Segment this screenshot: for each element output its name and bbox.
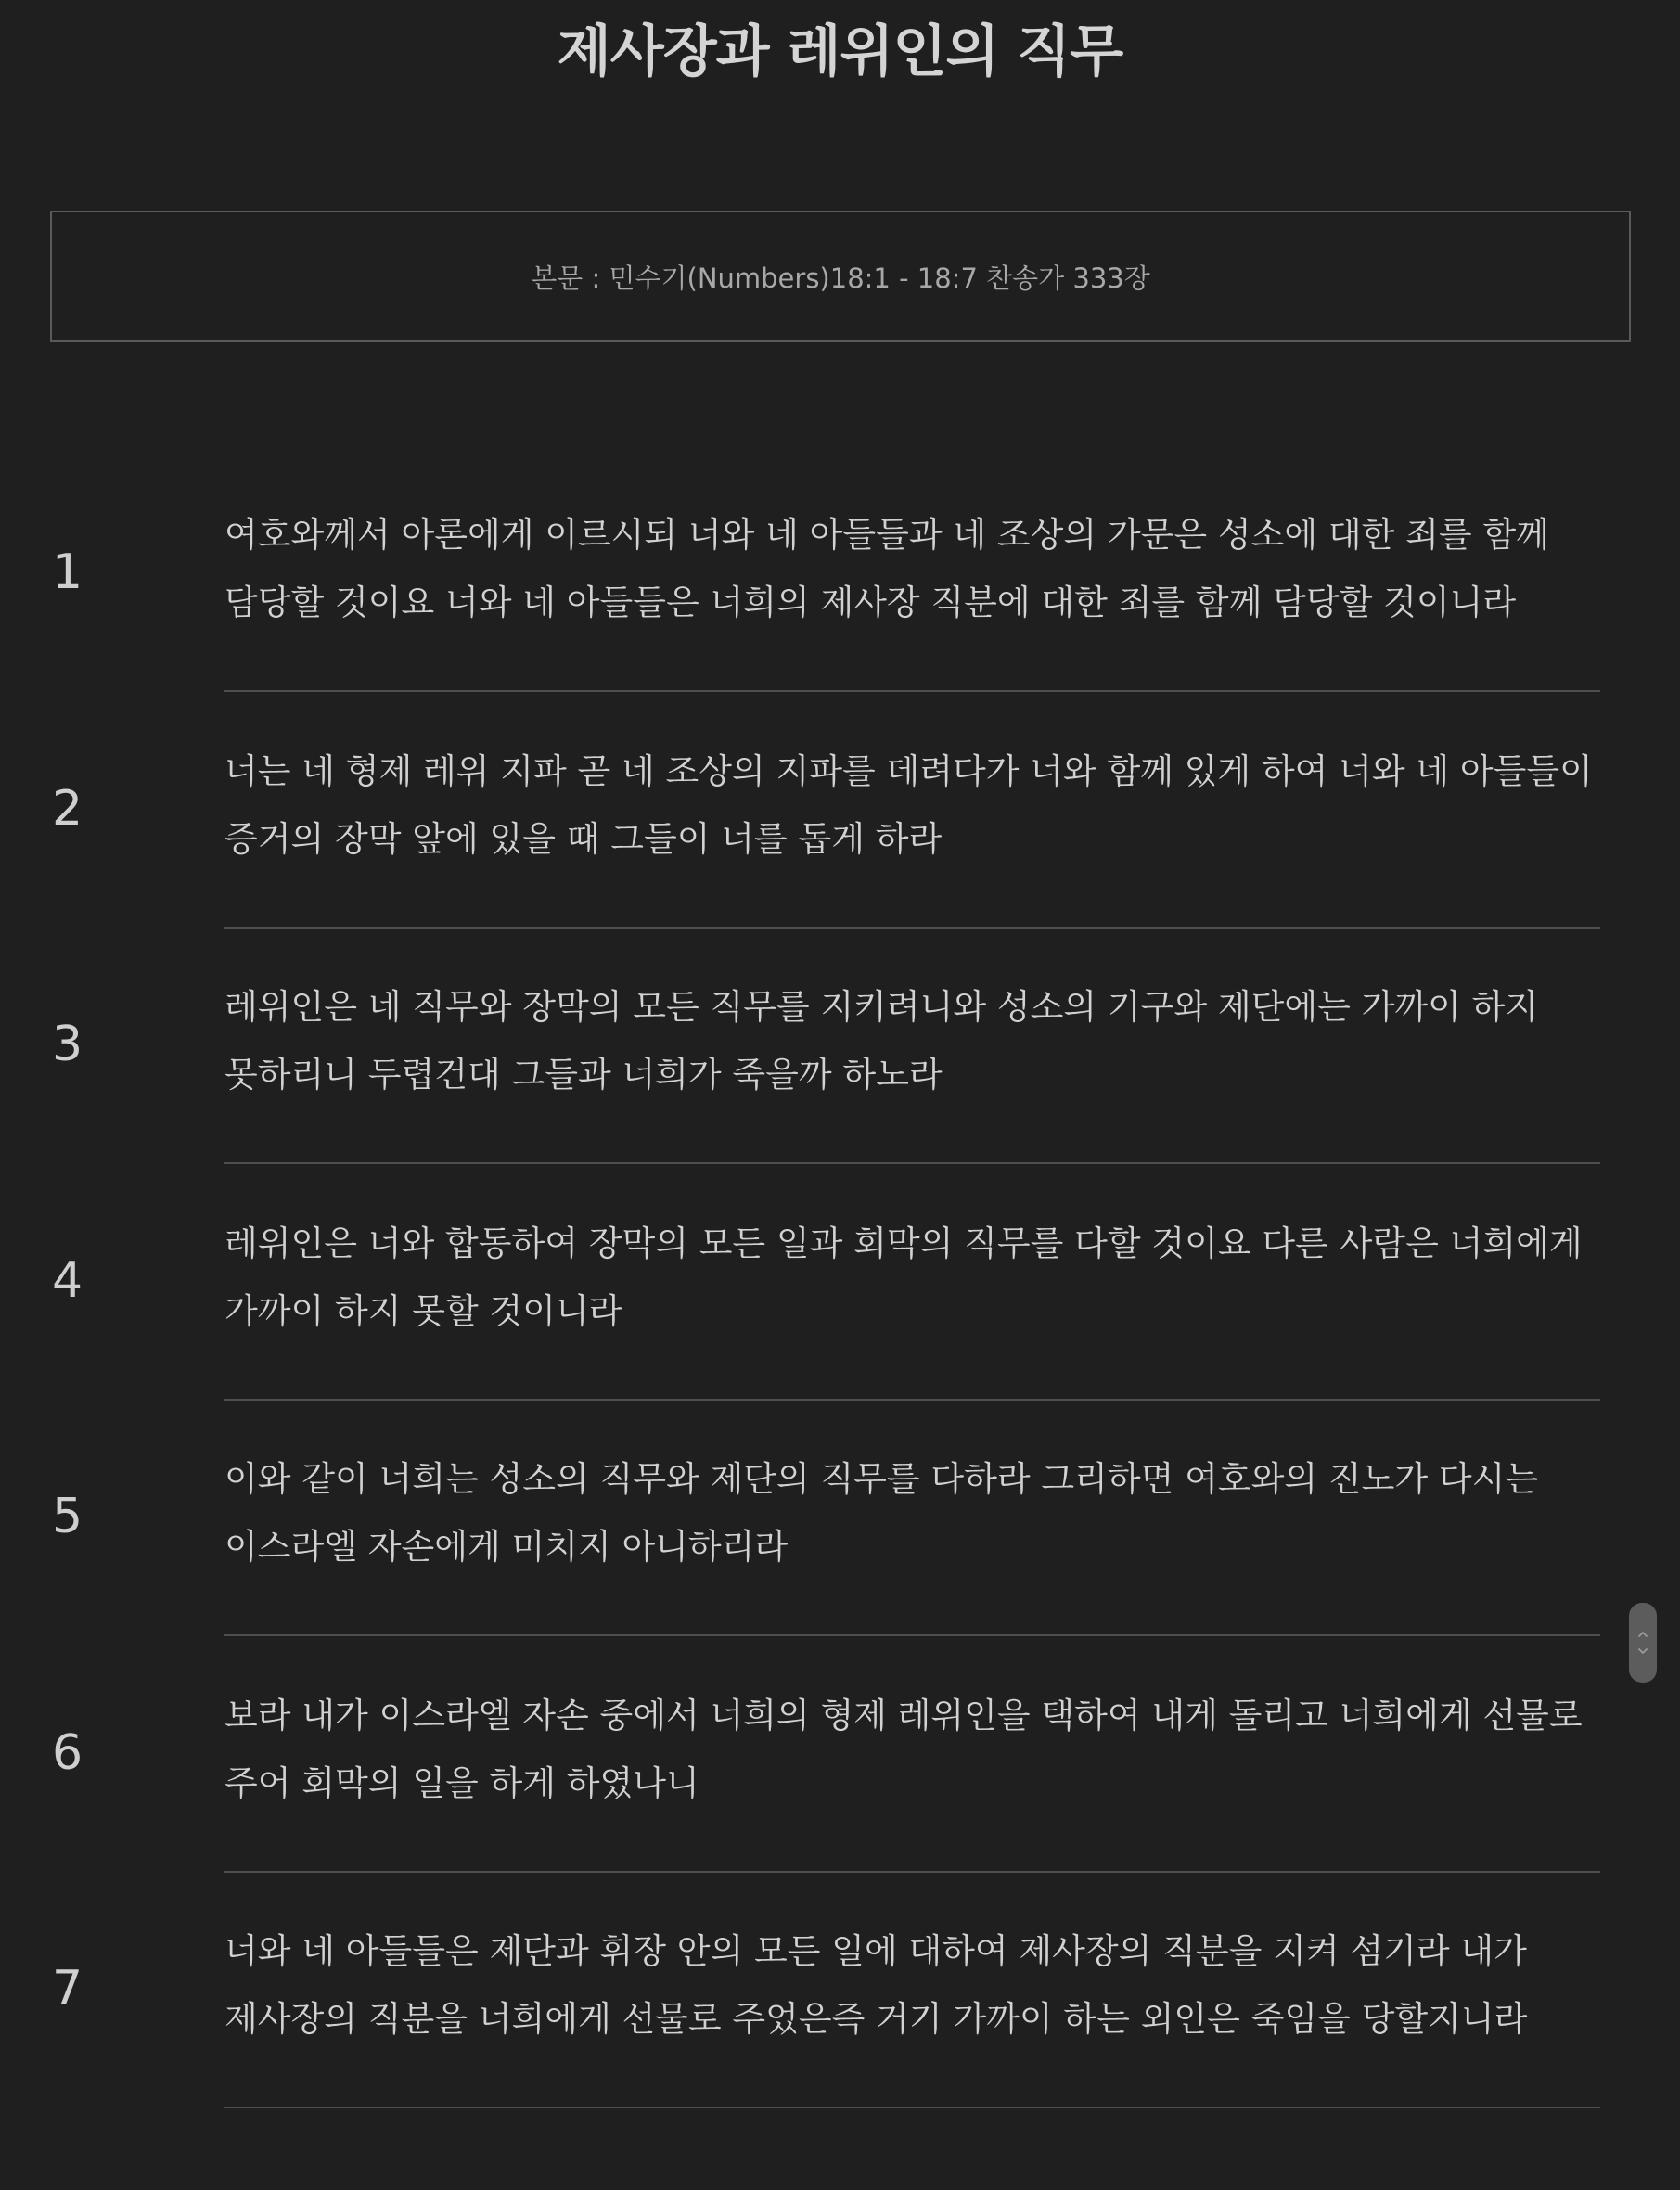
verse-text: 레위인은 너와 합동하여 장막의 모든 일과 회막의 직무를 다할 것이요 다른 사람은 너희에게 가까이 하지 못할 것이니라	[224, 1223, 1583, 1331]
verse-divider	[224, 927, 1600, 929]
verse-divider	[224, 1871, 1600, 1873]
verse-text: 보라 내가 이스라엘 자손 중에서 너희의 형제 레위인을 택하여 내게 돌리고 너희에게 선물로 주어 회막의 일을 하게 하였나니	[224, 1696, 1583, 1803]
verse-divider	[224, 1634, 1600, 1636]
verse-number: 6	[52, 1725, 83, 1781]
verse-number: 4	[52, 1253, 83, 1309]
chevron-up-icon[interactable]	[1637, 1629, 1648, 1640]
verse-number: 3	[52, 1017, 83, 1072]
verse-number: 2	[52, 781, 83, 837]
verse-text: 레위인은 네 직무와 장막의 모든 직무를 지키려니와 성소의 기구와 제단에는 가까이 하지 못하리니 두렵건대 그들과 너희가 죽을까 하노라	[224, 987, 1539, 1095]
verse-item	[0, 936, 1680, 1172]
verse-text: 너와 네 아들들은 제단과 휘장 안의 모든 일에 대하여 제사장의 직분을 지켜 섬기라 내가 제사장의 직분을 너희에게 선물로 주었은즉 거기 가까이 하는 외인은 죽임을 당할지니라	[224, 1931, 1528, 2039]
verse-number: 5	[52, 1489, 83, 1544]
verse-number: 7	[52, 1961, 83, 2017]
verse-number: 1	[52, 544, 83, 600]
verse-divider	[224, 2107, 1600, 2108]
verse-item	[0, 464, 1680, 700]
verse-text: 여호와께서 아론에게 이르시되 너와 네 아들들과 네 조상의 가문은 성소에 대한 죄를 함께 담당할 것이요 너와 네 아들들은 너희의 제사장 직분에 대한 죄를 함께 담당할 것이니라	[224, 515, 1549, 622]
verse-item	[0, 1880, 1680, 2117]
verse-divider	[224, 690, 1600, 692]
page-title: 제사장과 레위인의 직무	[557, 19, 1123, 84]
chevron-down-icon[interactable]	[1637, 1646, 1648, 1657]
passage-reference-box	[50, 211, 1631, 342]
verse-item	[0, 700, 1680, 937]
verse-item	[0, 1408, 1680, 1645]
verse-divider	[224, 1399, 1600, 1401]
verse-text: 너는 네 형제 레위 지파 곧 네 조상의 지파를 데려다가 너와 함께 있게 하여 너와 네 아들들이 증거의 장막 앞에 있을 때 그들이 너를 돕게 하라	[224, 751, 1593, 859]
verse-text: 이와 같이 너희는 성소의 직무와 제단의 직무를 다하라 그리하면 여호와의 진노가 다시는 이스라엘 자손에게 미치지 아니하리라	[224, 1459, 1539, 1567]
verse-divider	[224, 1162, 1600, 1164]
verse-item	[0, 1172, 1680, 1409]
verse-item	[0, 1645, 1680, 1881]
passage-reference-text: 본문 : 민수기(Numbers)18:1 - 18:7 찬송가 333장	[531, 262, 1150, 294]
scroll-control[interactable]	[1629, 1603, 1657, 1683]
